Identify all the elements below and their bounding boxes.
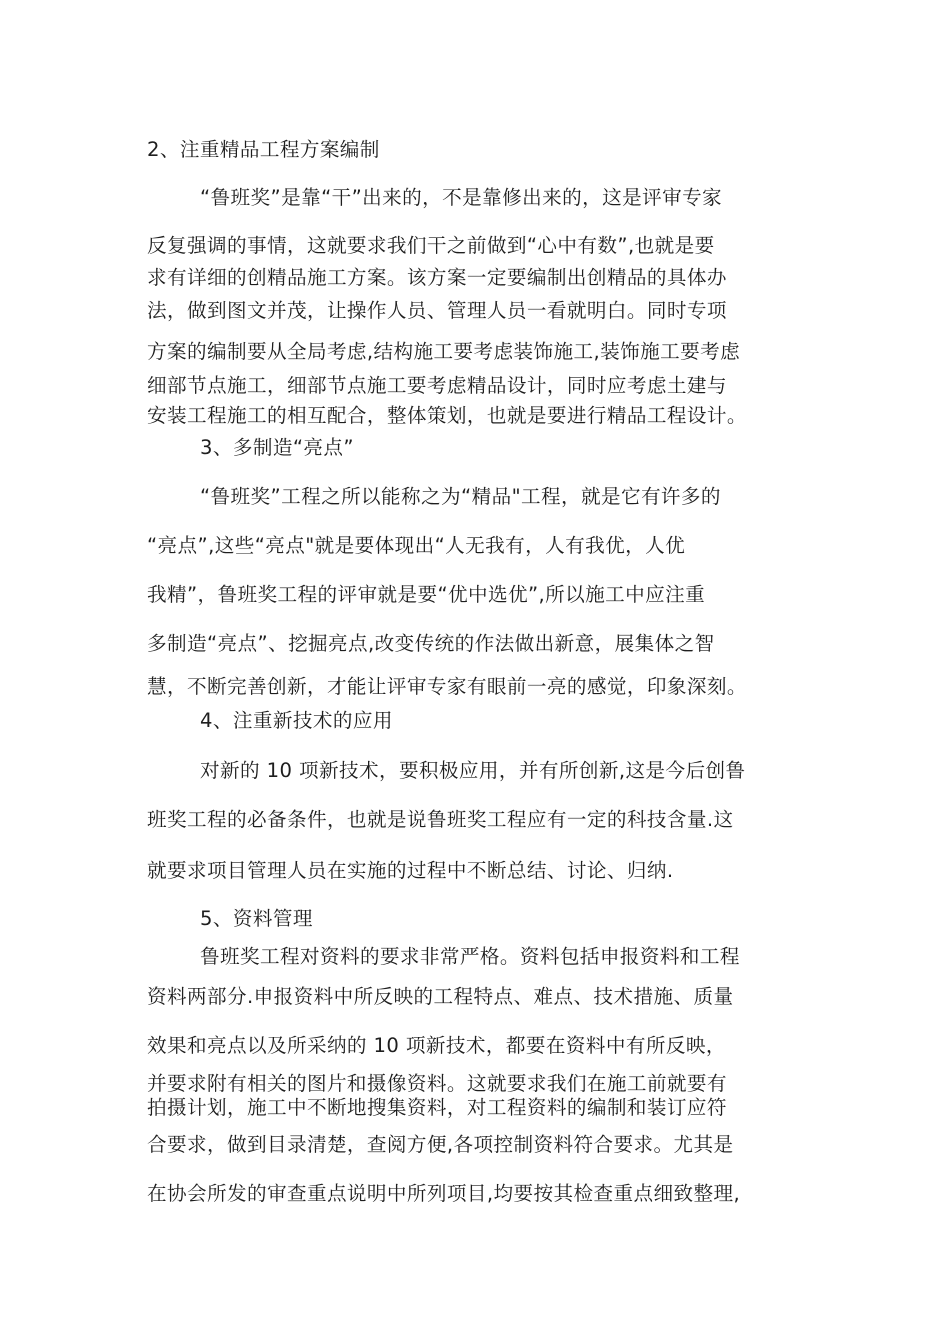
paragraph-line: 在协会所发的审查重点说明中所列项目,均要按其检查重点细致整理, — [147, 1182, 741, 1205]
section-heading: 3、多制造“亮点” — [200, 436, 354, 459]
paragraph-line: 我精”，鲁班奖工程的评审就是要“优中选优”,所以施工中应注重 — [147, 583, 706, 606]
paragraph-line: 就要求项目管理人员在实施的过程中不断总结、讨论、归纳. — [147, 859, 674, 882]
paragraph-line: “鲁班奖”是靠“干”出来的，不是靠修出来的，这是评审专家 — [200, 186, 723, 209]
paragraph-line: 多制造“亮点”、挖掘亮点,改变传统的作法做出新意，展集体之智 — [147, 632, 715, 655]
paragraph-line: “鲁班奖”工程之所以能称之为“精品"工程，就是它有许多的 — [200, 485, 721, 508]
paragraph-line: 方案的编制要从全局考虑,结构施工要考虑装饰施工,装饰施工要考虑 — [147, 340, 741, 363]
paragraph-line: “亮点”,这些“亮点"就是要体现出“人无我有，人有我优，人优 — [147, 534, 686, 557]
paragraph-line: 拍摄计划，施工中不断地搜集资料，对工程资料的编制和装订应符 — [147, 1096, 727, 1119]
paragraph-line: 并要求附有相关的图片和摄像资料。这就要求我们在施工前就要有 — [147, 1072, 727, 1095]
paragraph-line: 班奖工程的必备条件，也就是说鲁班奖工程应有一定的科技含量.这 — [147, 808, 734, 831]
paragraph-line: 对新的 10 项新技术，要积极应用，并有所创新,这是今后创鲁 — [200, 759, 746, 782]
paragraph-line: 合要求，做到目录清楚，查阅方便,各项控制资料符合要求。尤其是 — [147, 1133, 734, 1156]
paragraph-line: 效果和亮点以及所采纳的 10 项新技术，都要在资料中有所反映， — [147, 1034, 726, 1057]
paragraph-line: 反复强调的事情，这就要求我们干之前做到“心中有数”,也就是要 — [147, 234, 715, 257]
paragraph-line: 鲁班奖工程对资料的要求非常严格。资料包括申报资料和工程 — [200, 945, 740, 968]
paragraph-line: 慧，不断完善创新，才能让评审专家有眼前一亮的感觉，印象深刻。 — [147, 675, 747, 698]
paragraph-line: 资料两部分.申报资料中所反映的工程特点、难点、技术措施、质量 — [147, 985, 734, 1008]
paragraph-line: 细部节点施工，细部节点施工要考虑精品设计，同时应考虑土建与 — [147, 374, 727, 397]
paragraph-line: 求有详细的创精品施工方案。该方案一定要编制出创精品的具体办 — [147, 266, 727, 289]
paragraph-line: 安装工程施工的相互配合，整体策划，也就是要进行精品工程设计。 — [147, 404, 747, 427]
section-heading: 2、注重精品工程方案编制 — [147, 138, 380, 161]
paragraph-line: 法，做到图文并茂，让操作人员、管理人员一看就明白。同时专项 — [147, 299, 727, 322]
section-heading: 4、注重新技术的应用 — [200, 709, 393, 732]
section-heading: 5、资料管理 — [200, 907, 313, 930]
